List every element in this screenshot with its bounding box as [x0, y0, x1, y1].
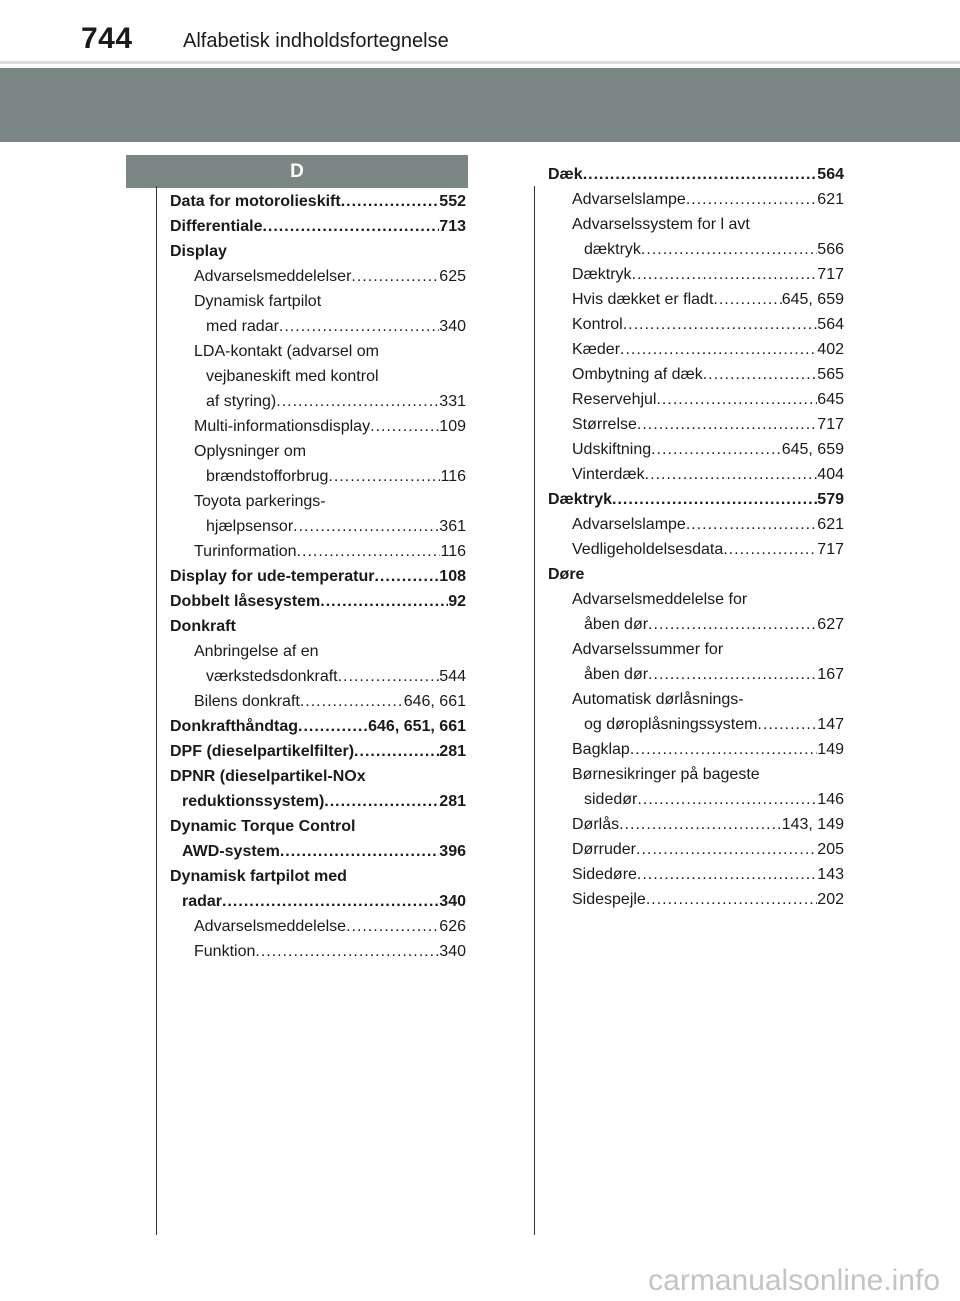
index-entry-label: Donkrafthåndtag: [170, 718, 298, 735]
index-entry-label: Dørruder: [572, 841, 637, 858]
index-entry: [548, 762, 844, 787]
index-entry-page: 646, 651, 661: [368, 718, 466, 735]
index-entry-page: 108: [439, 568, 466, 585]
index-entry-label: Dørlås: [572, 816, 620, 833]
index-entry: [170, 564, 466, 589]
index-entry-page: 621: [817, 516, 844, 533]
index-entry: [548, 487, 844, 512]
index-entry: [170, 264, 466, 289]
leader-dots: [374, 564, 439, 589]
index-entry-page: 109: [439, 418, 466, 435]
index-entry-page: 645: [817, 391, 844, 408]
index-entry-label: Vinterdæk: [572, 466, 645, 483]
index-entry-label: Advarselssystem for l avt: [572, 216, 750, 233]
index-entry-label: Kæder: [572, 341, 621, 358]
index-entry-label: Oplysninger om: [194, 443, 307, 460]
index-entry: [548, 562, 844, 587]
index-entry-label: Data for motorolieskift: [170, 193, 341, 210]
index-entry-page: 281: [439, 793, 466, 810]
index-entry: [170, 939, 466, 964]
leader-dots: [645, 462, 818, 487]
index-entry: [548, 262, 844, 287]
index-entry-label: Automatisk dørlåsnings-: [572, 691, 744, 708]
index-entry: [170, 414, 466, 439]
index-entry: [170, 664, 466, 689]
index-entry-page: 205: [817, 841, 844, 858]
index-entry-label: Dæktryk: [548, 491, 613, 508]
leader-dots: [648, 662, 817, 687]
index-entry: [548, 437, 844, 462]
column-divider-middle: [534, 186, 535, 1235]
index-entry-label: reduktionssystem): [182, 793, 325, 810]
leader-dots: [623, 312, 818, 337]
index-entry-label: Dynamic Torque Control: [170, 818, 356, 835]
leader-dots: [632, 262, 818, 287]
leader-dots: [636, 837, 817, 862]
index-entry-label: Advarselsmeddelelse for: [572, 591, 748, 608]
leader-dots: [279, 314, 439, 339]
index-entry: [548, 212, 844, 237]
index-entry: [548, 187, 844, 212]
leader-dots: [646, 887, 817, 912]
index-entry-page: 361: [439, 518, 466, 535]
index-entry-label: Vedligeholdelsesdata: [572, 541, 724, 558]
index-entry-label: Udskiftning: [572, 441, 652, 458]
index-entry-page: 645, 659: [781, 291, 844, 308]
index-entry-page: 717: [817, 416, 844, 433]
index-entry-label: Turinformation: [194, 543, 297, 560]
index-entry: [548, 662, 844, 687]
watermark-logo: [0, 1255, 960, 1301]
leader-dots: [612, 487, 817, 512]
index-entry-page: 564: [817, 166, 844, 183]
index-entry: [548, 612, 844, 637]
leader-dots: [276, 389, 439, 414]
leader-dots: [341, 189, 440, 214]
index-entry: [170, 514, 466, 539]
index-entry-page: 92: [448, 593, 466, 610]
index-entry-label: Dynamisk fartpilot: [194, 293, 322, 310]
index-entry-label: Bagklap: [572, 741, 630, 758]
index-entry: [548, 512, 844, 537]
index-entry-page: 202: [817, 891, 844, 908]
index-entry: [170, 189, 466, 214]
index-entry-label: vejbaneskift med kontrol: [206, 368, 379, 385]
index-entry-label: Sidedøre: [572, 866, 637, 883]
index-entry-label: Anbringelse af en: [194, 643, 319, 660]
index-entry-page: 340: [439, 318, 466, 335]
index-column-left: [170, 189, 466, 964]
leader-dots: [297, 539, 441, 564]
leader-dots: [703, 362, 818, 387]
index-entry-page: 625: [439, 268, 466, 285]
index-entry: [170, 539, 466, 564]
index-entry: [170, 489, 466, 514]
index-entry: [548, 837, 844, 862]
index-entry-page: 143: [817, 866, 844, 883]
index-entry-page: 116: [440, 543, 466, 560]
index-entry-label: Advarselssummer for: [572, 641, 724, 658]
index-entry: [548, 637, 844, 662]
index-entry: [548, 787, 844, 812]
index-entry-page: 149: [817, 741, 844, 758]
index-entry: [548, 737, 844, 762]
index-entry-page: 646, 661: [403, 693, 466, 710]
index-column-right: [548, 162, 844, 912]
index-entry-page: 566: [817, 241, 844, 258]
index-entry-page: 331: [439, 393, 466, 410]
index-entry-label: DPNR (dieselpartikel-NOx: [170, 768, 366, 785]
index-entry-label: af styring): [206, 393, 277, 410]
index-entry-label: Bilens donkraft: [194, 693, 300, 710]
leader-dots: [713, 287, 781, 312]
index-entry: [548, 887, 844, 912]
index-entry-label: Størrelse: [572, 416, 637, 433]
index-entry: [548, 712, 844, 737]
index-entry-label: Advarselsmeddelelse: [194, 918, 347, 935]
index-entry-page: 717: [817, 266, 844, 283]
index-entry-page: 552: [439, 193, 466, 210]
svg-text:carmanualsonline.info: carmanualsonline.info: [648, 1264, 940, 1297]
index-entry-page: 627: [817, 616, 844, 633]
leader-dots: [656, 387, 817, 412]
index-entry-label: Sidespejle: [572, 891, 646, 908]
leader-dots: [686, 512, 817, 537]
index-entry: [548, 462, 844, 487]
index-entry: [548, 237, 844, 262]
index-entry: [170, 714, 466, 739]
leader-dots: [222, 889, 439, 914]
index-entry: [170, 839, 466, 864]
index-entry-label: Reservehjul: [572, 391, 657, 408]
page-number: 744: [81, 22, 133, 55]
header-rule: [0, 61, 960, 64]
leader-dots: [298, 714, 368, 739]
index-entry-label: dæktryk: [584, 241, 641, 258]
index-entry-label: Børnesikringer på bageste: [572, 766, 760, 783]
index-entry-label: Multi-informationsdisplay: [194, 418, 371, 435]
index-entry-page: 565: [817, 366, 844, 383]
index-entry: [548, 862, 844, 887]
index-entry-page: 402: [817, 341, 844, 358]
index-entry-label: Ombytning af dæk: [572, 366, 703, 383]
index-entry: [170, 239, 466, 264]
index-entry-label: Hvis dækket er fladt: [572, 291, 714, 308]
index-entry-page: 147: [817, 716, 844, 733]
index-entry: [170, 289, 466, 314]
index-entry-label: Dobbelt låsesystem: [170, 593, 321, 610]
index-entry: [170, 314, 466, 339]
index-entry-label: LDA-kontakt (advarsel om: [194, 343, 379, 360]
index-entry-label: Funktion: [194, 943, 256, 960]
index-entry-page: 340: [439, 943, 466, 960]
index-entry: [170, 589, 466, 614]
leader-dots: [300, 689, 404, 714]
index-entry-page: 621: [817, 191, 844, 208]
index-entry-label: Dynamisk fartpilot med: [170, 868, 347, 885]
index-entry: [170, 214, 466, 239]
index-entry: [170, 639, 466, 664]
index-entry: [170, 614, 466, 639]
leader-dots: [324, 789, 439, 814]
leader-dots: [320, 589, 448, 614]
index-entry-page: 404: [817, 466, 844, 483]
index-entry-label: Advarselsmeddelelser: [194, 268, 352, 285]
index-entry-label: værkstedsdonkraft: [206, 668, 338, 685]
index-entry-label: åben dør: [584, 616, 649, 633]
header-band: [0, 68, 960, 142]
leader-dots: [641, 237, 817, 262]
index-entry: [548, 812, 844, 837]
index-entry-label: AWD-system: [182, 843, 280, 860]
leader-dots: [346, 914, 439, 939]
index-entry-label: med radar: [206, 318, 279, 335]
leader-dots: [648, 612, 817, 637]
leader-dots: [757, 712, 817, 737]
index-entry-label: Advarselslampe: [572, 516, 686, 533]
index-entry-label: Dæk: [548, 166, 583, 183]
index-entry-label: Display: [170, 243, 227, 260]
index-entry: [548, 412, 844, 437]
index-entry-label: radar: [182, 893, 223, 910]
leader-dots: [338, 664, 440, 689]
index-entry: [170, 889, 466, 914]
index-entry-label: Toyota parkerings-: [194, 493, 326, 510]
leader-dots: [255, 939, 439, 964]
index-entry-label: og døroplåsningssystem: [584, 716, 758, 733]
leader-dots: [637, 862, 817, 887]
index-entry-page: 116: [440, 468, 466, 485]
index-entry: [170, 464, 466, 489]
index-entry-page: 717: [817, 541, 844, 558]
index-entry: [170, 389, 466, 414]
index-entry-label: DPF (dieselpartikelfilter): [170, 743, 355, 760]
leader-dots: [651, 437, 782, 462]
leader-dots: [328, 464, 440, 489]
index-entry-page: 544: [439, 668, 466, 685]
index-entry-label: Differentiale: [170, 218, 263, 235]
index-entry-page: 146: [817, 791, 844, 808]
leader-dots: [620, 337, 817, 362]
leader-dots: [723, 537, 817, 562]
index-entry-page: 167: [817, 666, 844, 683]
leader-dots: [280, 839, 439, 864]
section-letter-tab: D: [126, 155, 468, 188]
index-entry-label: Kontrol: [572, 316, 623, 333]
index-entry-label: Døre: [548, 566, 585, 583]
index-entry-page: 281: [439, 743, 466, 760]
leader-dots: [351, 264, 439, 289]
index-entry-page: 713: [439, 218, 466, 235]
index-entry: [548, 337, 844, 362]
index-entry-label: Donkraft: [170, 618, 236, 635]
index-entry: [548, 362, 844, 387]
leader-dots: [686, 187, 817, 212]
index-entry-label: åben dør: [584, 666, 649, 683]
index-entry-label: hjælpsensor: [206, 518, 294, 535]
index-entry-page: 396: [439, 843, 466, 860]
index-entry: [548, 687, 844, 712]
leader-dots: [262, 214, 439, 239]
index-entry: [548, 162, 844, 187]
index-entry-label: Display for ude-temperatur: [170, 568, 375, 585]
index-entry: [170, 764, 466, 789]
index-entry: [170, 689, 466, 714]
index-entry-label: Dæktryk: [572, 266, 632, 283]
index-entry-label: sidedør: [584, 791, 638, 808]
index-entry: [170, 439, 466, 464]
index-entry: [170, 364, 466, 389]
index-entry: [170, 914, 466, 939]
leader-dots: [630, 737, 817, 762]
index-entry: [170, 814, 466, 839]
leader-dots: [619, 812, 782, 837]
index-entry-page: 143, 149: [781, 816, 844, 833]
leader-dots: [637, 412, 817, 437]
index-entry-page: 645, 659: [781, 441, 844, 458]
index-entry-page: 579: [817, 491, 844, 508]
leader-dots: [583, 162, 818, 187]
index-entry-page: 340: [439, 893, 466, 910]
index-entry: [548, 287, 844, 312]
leader-dots: [354, 739, 439, 764]
leader-dots: [637, 787, 817, 812]
index-entry-label: brændstofforbrug: [206, 468, 329, 485]
index-entry: [548, 312, 844, 337]
index-entry: [170, 739, 466, 764]
index-entry-page: 626: [439, 918, 466, 935]
index-entry: [548, 537, 844, 562]
leader-dots: [293, 514, 439, 539]
leader-dots: [370, 414, 439, 439]
index-entry: [548, 587, 844, 612]
index-entry: [170, 339, 466, 364]
column-divider-left: [156, 186, 157, 1235]
index-entry: [170, 864, 466, 889]
index-entry-label: Advarselslampe: [572, 191, 686, 208]
index-entry-page: 564: [817, 316, 844, 333]
index-entry: [170, 789, 466, 814]
page-title: Alfabetisk indholdsfortegnelse: [183, 30, 449, 52]
index-entry: [548, 387, 844, 412]
